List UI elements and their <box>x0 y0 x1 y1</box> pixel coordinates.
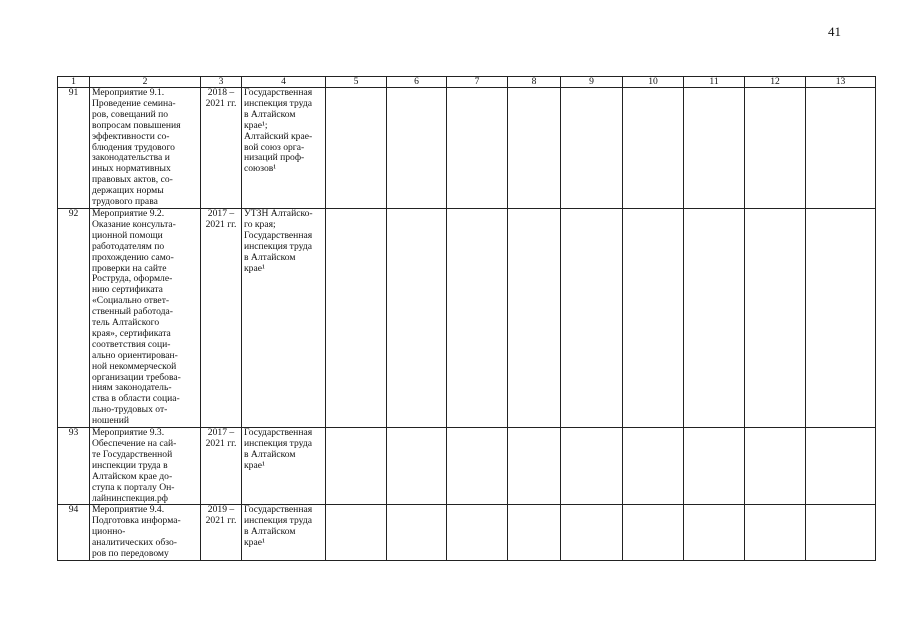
empty-cell <box>623 208 684 427</box>
empty-cell <box>326 88 387 209</box>
page-number: 41 <box>828 24 841 39</box>
empty-cell <box>508 505 561 561</box>
col-header-12: 12 <box>745 77 806 88</box>
empty-cell <box>447 88 508 209</box>
col-header-13: 13 <box>806 77 876 88</box>
col-header-3: 3 <box>201 77 242 88</box>
event-description: Мероприятие 9.2. Оказание консульта- ционной помощи работодателям по прохождению само- проверки на сайте Роструда, оформле- нию сертификата «Социально ответ- ственный работода- тель Алтайского края», сертификата соответствия соци- ально ориентирован- ной некоммерческой организации требова- ниям законодатель- ства в области социа- льно-трудовых от- ношений <box>90 208 201 427</box>
empty-cell <box>508 208 561 427</box>
empty-cell <box>326 428 387 505</box>
empty-cell <box>561 208 623 427</box>
empty-cell <box>561 428 623 505</box>
empty-cell <box>806 88 876 209</box>
col-header-10: 10 <box>623 77 684 88</box>
event-executor: УТЗН Алтайско- го края; Государственная инспекция труда в Алтайском крае¹ <box>242 208 326 427</box>
col-header-4: 4 <box>242 77 326 88</box>
table-row <box>58 88 876 209</box>
event-executor: Государственная инспекция труда в Алтайском крае¹; Алтайский крае- вой союз орга- низаций проф- союзов¹ <box>242 88 326 209</box>
table-row <box>58 505 876 561</box>
events-table <box>57 76 876 561</box>
col-header-9: 9 <box>561 77 623 88</box>
col-header-5: 5 <box>326 77 387 88</box>
empty-cell <box>684 505 745 561</box>
empty-cell <box>387 505 447 561</box>
empty-cell <box>745 208 806 427</box>
header-row <box>58 77 876 88</box>
event-description: Мероприятие 9.3. Обеспечение на сай- те Государственной инспекции труда в Алтайском крае до- ступа к порталу Он- лайнинспекция.рф <box>90 428 201 505</box>
row-number: 91 <box>58 88 90 209</box>
empty-cell <box>561 88 623 209</box>
empty-cell <box>447 428 508 505</box>
empty-cell <box>508 428 561 505</box>
event-description: Мероприятие 9.1. Проведение семина- ров, совещаний по вопросам повышения эффективности со- блюдения трудового законодательства и иных нормативных правовых актов, со- держащих нормы трудового права <box>90 88 201 209</box>
empty-cell <box>623 428 684 505</box>
table-row <box>58 428 876 505</box>
event-period: 2017 – 2021 гг. <box>201 428 242 505</box>
empty-cell <box>684 88 745 209</box>
empty-cell <box>623 88 684 209</box>
col-header-8: 8 <box>508 77 561 88</box>
table-row <box>58 208 876 427</box>
empty-cell <box>447 505 508 561</box>
col-header-1: 1 <box>58 77 90 88</box>
empty-cell <box>447 208 508 427</box>
empty-cell <box>806 505 876 561</box>
col-header-2: 2 <box>90 77 201 88</box>
empty-cell <box>684 428 745 505</box>
row-number: 92 <box>58 208 90 427</box>
event-executor: Государственная инспекция труда в Алтайском крае¹ <box>242 505 326 561</box>
row-number: 93 <box>58 428 90 505</box>
empty-cell <box>387 428 447 505</box>
event-period: 2018 – 2021 гг. <box>201 88 242 209</box>
empty-cell <box>745 505 806 561</box>
empty-cell <box>623 505 684 561</box>
col-header-11: 11 <box>684 77 745 88</box>
empty-cell <box>326 208 387 427</box>
empty-cell <box>561 505 623 561</box>
empty-cell <box>387 88 447 209</box>
col-header-6: 6 <box>387 77 447 88</box>
col-header-7: 7 <box>447 77 508 88</box>
empty-cell <box>745 428 806 505</box>
row-number: 94 <box>58 505 90 561</box>
empty-cell <box>508 88 561 209</box>
empty-cell <box>745 88 806 209</box>
empty-cell <box>326 505 387 561</box>
event-executor: Государственная инспекция труда в Алтайском крае¹ <box>242 428 326 505</box>
event-period: 2019 – 2021 гг. <box>201 505 242 561</box>
empty-cell <box>684 208 745 427</box>
empty-cell <box>806 208 876 427</box>
event-period: 2017 – 2021 гг. <box>201 208 242 427</box>
empty-cell <box>387 208 447 427</box>
event-description: Мероприятие 9.4. Подготовка информа- ционно- аналитических обзо- ров по передовому <box>90 505 201 561</box>
empty-cell <box>806 428 876 505</box>
